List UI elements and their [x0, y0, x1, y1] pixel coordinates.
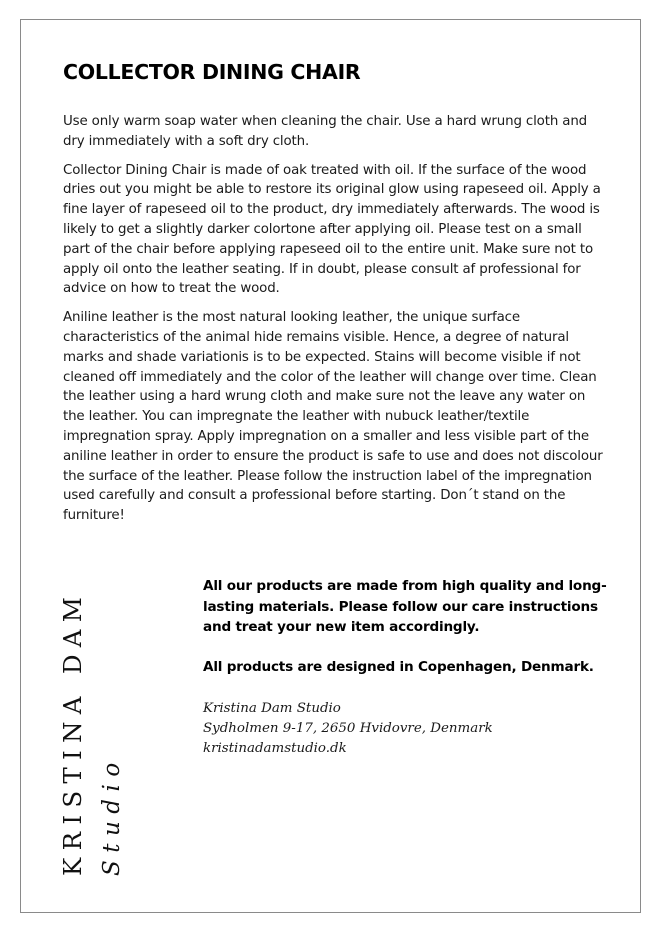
wood-care-paragraph: Collector Dining Chair is made of oak treated with oil. If the surface of the wood dries out you might be able to restore its original glow using rapeseed oil. Apply a fine layer of rapeseed oil to the product, dry immediately afterwards. The wood is likely to get a slightly darker colortone after applying oil. Please test on a small part of the chair before applying rapeseed oil to the entire unit. Make sure not to apply oil onto the leather seating. If in doubt, please consult af professional for advice on how to treat the wood.	[63, 162, 601, 297]
document-title: COLLECTOR DINING CHAIR	[63, 60, 361, 84]
design-statement: All products are designed in Copenhagen, Denmark.	[203, 658, 594, 675]
company-name: Kristina Dam Studio	[203, 701, 341, 716]
street-address: Sydholmen 9-17, 2650 Hvidovre, Denmark	[203, 721, 493, 736]
company-address	[203, 699, 623, 759]
company-info	[203, 576, 623, 759]
website: kristinadamstudio.dk	[203, 741, 347, 756]
leather-care-paragraph: Aniline leather is the most natural looking leather, the unique surface characteristics of the animal hide remains visible. Hence, a degree of natural marks and shade variationis is to be expected. Stains will become visible if not cleaned off immediately and the color of the leather will change over time. Clean the leather using a hard wrung cloth and make sure not the leave any water on the leather. You can impregnate the leather with nubuck leather/textile impregnation spray. Apply impregnation on a smaller and less visible part of the aniline leather in order to ensure the product is safe to use and does not discolour the surface of the leather. Please follow the instruction label of the impregnation used carefully and consult a professional before starting. Don´t stand on the furniture!	[63, 310, 603, 524]
quality-statement: All our products are made from high quality and long-lasting materials. Please follow our care instructions and treat your new item accordingly.	[203, 578, 607, 635]
logo-studio-word: Studio	[99, 755, 125, 876]
brand-logo	[52, 580, 142, 880]
cleaning-paragraph: Use only warm soap water when cleaning the chair. Use a hard wrung cloth and dry immediately with a soft dry cloth.	[63, 114, 588, 149]
care-instructions	[63, 112, 603, 535]
logo-brand-name: KRISTINA DAM	[58, 589, 87, 876]
